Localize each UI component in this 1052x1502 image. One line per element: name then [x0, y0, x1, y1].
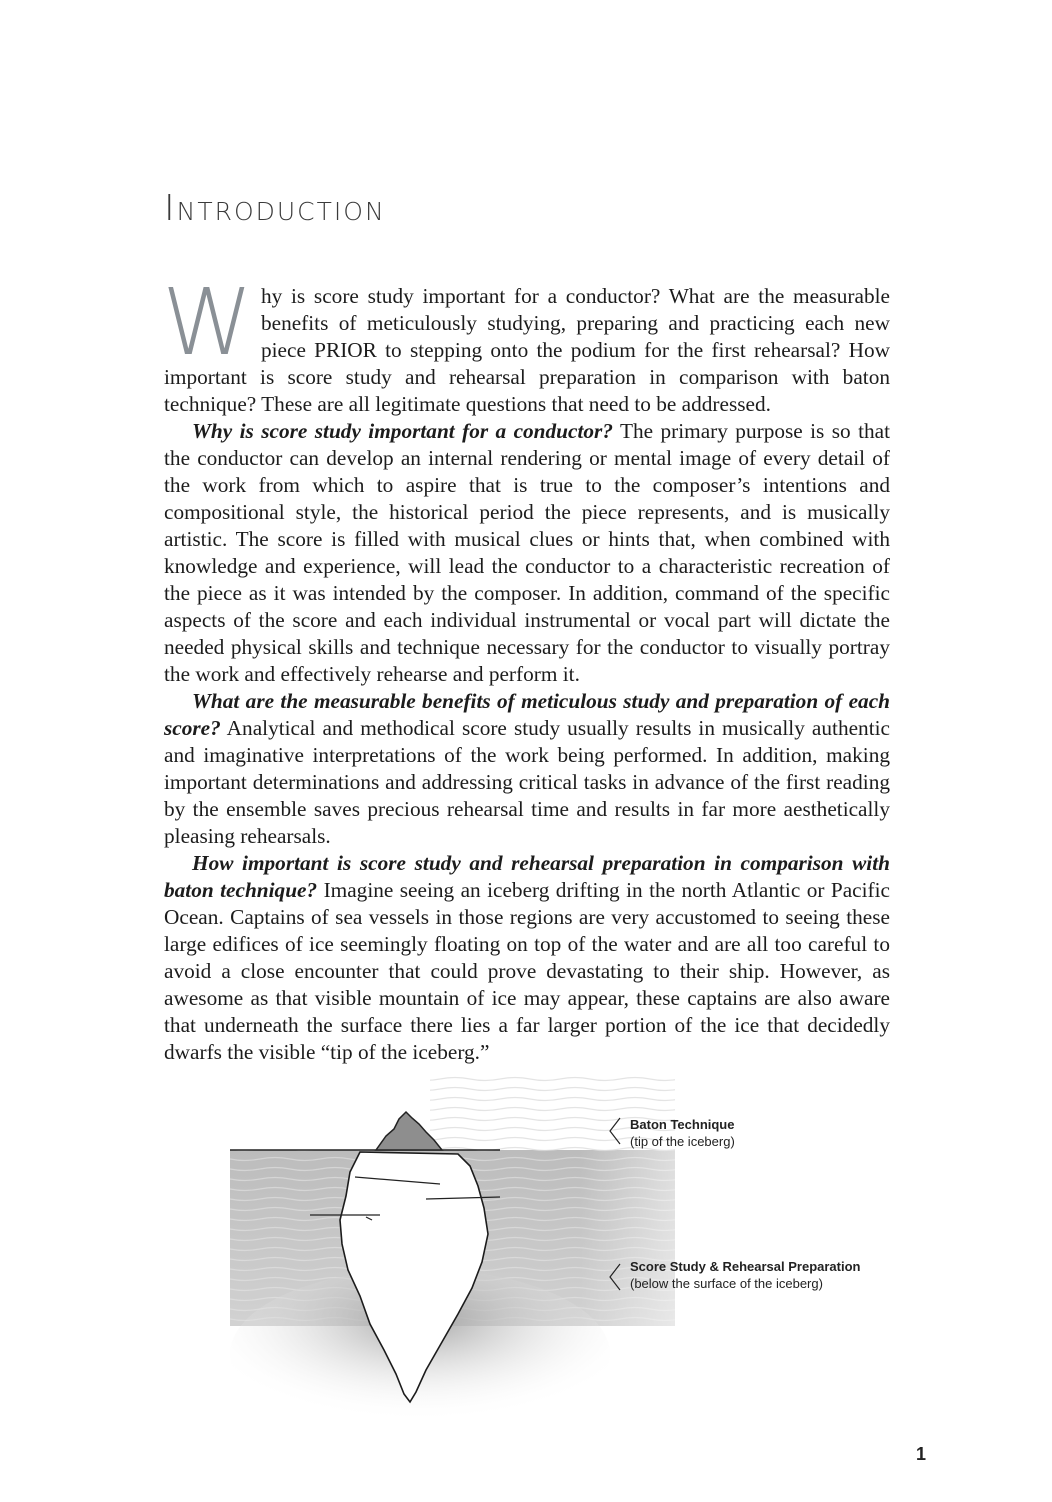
label-baton-title: Baton Technique	[630, 1117, 735, 1132]
drop-cap: W	[162, 269, 253, 376]
page-number: 1	[915, 1444, 926, 1464]
paragraph-4-text: Imagine seeing an iceberg drifting in the north Atlantic or Pacific Ocean. Captains of sea vessels in those regions are very accustomed to seeing these large edifices of ice seemingly floating on top of the water and are all too careful to avoid a close encounter that could prove devastating to their ship. However, as awesome as that visible mountain of ice may appear, these captains are also aware that underneath the surface there lies a far larger portion of the ice that decidedly dwarfs the visible “tip of the iceberg.”	[164, 878, 891, 1064]
paragraph-3	[164, 688, 890, 850]
paragraph-4	[164, 850, 890, 1066]
label-baton-sub: (tip of the iceberg)	[630, 1134, 735, 1149]
paragraph-3-text: Analytical and methodical score study usually results in musically authentic and imaginative interpretations of the work being performed. In addition, making important determinations and addressing critical tasks in advance of the first reading by the ensemble saves precious rehearsal time and results in far more aesthetically pleasing rehearsals.	[164, 716, 890, 848]
label-score-title: Score Study & Rehearsal Preparation	[630, 1259, 861, 1274]
label-score-sub: (below the surface of the iceberg)	[630, 1276, 823, 1291]
paragraph-1	[162, 269, 890, 418]
page-title: Introduction	[164, 188, 386, 229]
question-heading-2: What are the measurable benefits of meticulous study and preparation of each score?	[164, 689, 890, 740]
body-text	[162, 269, 891, 1066]
question-heading-3: How important is score study and rehearsal preparation in comparison with baton technique?	[164, 851, 890, 902]
iceberg-figure	[200, 1074, 900, 1474]
paragraph-1-text: hy is score study important for a conductor? What are the measurable benefits of meticulously studying, preparing and practicing each new piece PRIOR to stepping onto the podium for the first rehearsal? How important is score study and rehearsal preparation in comparison with baton technique? These are all legitimate questions that need to be addressed.	[164, 284, 890, 416]
paragraph-2-text: The primary purpose is so that the conductor can develop an internal rendering or mental image of every detail of the work from which to aspire that is true to the composer’s intentions and compositional style, the historical period the piece represents, and is musically artistic. The score is filled with musical clues or hints that, when combined with knowledge and experience, will lead the conductor to a characteristic recreation of the piece as it was intended by the composer. In addition, command of the specific aspects of the score and each individual instrumental or vocal part will dictate the needed physical skills and technique necessary for the conductor to visually portray the work and effectively rehearse and perform it.	[164, 419, 890, 686]
question-heading-1: Why is score study important for a conductor?	[192, 419, 613, 443]
paragraph-2	[164, 418, 890, 688]
label-score-study	[630, 1258, 860, 1292]
label-baton-technique	[630, 1116, 735, 1150]
